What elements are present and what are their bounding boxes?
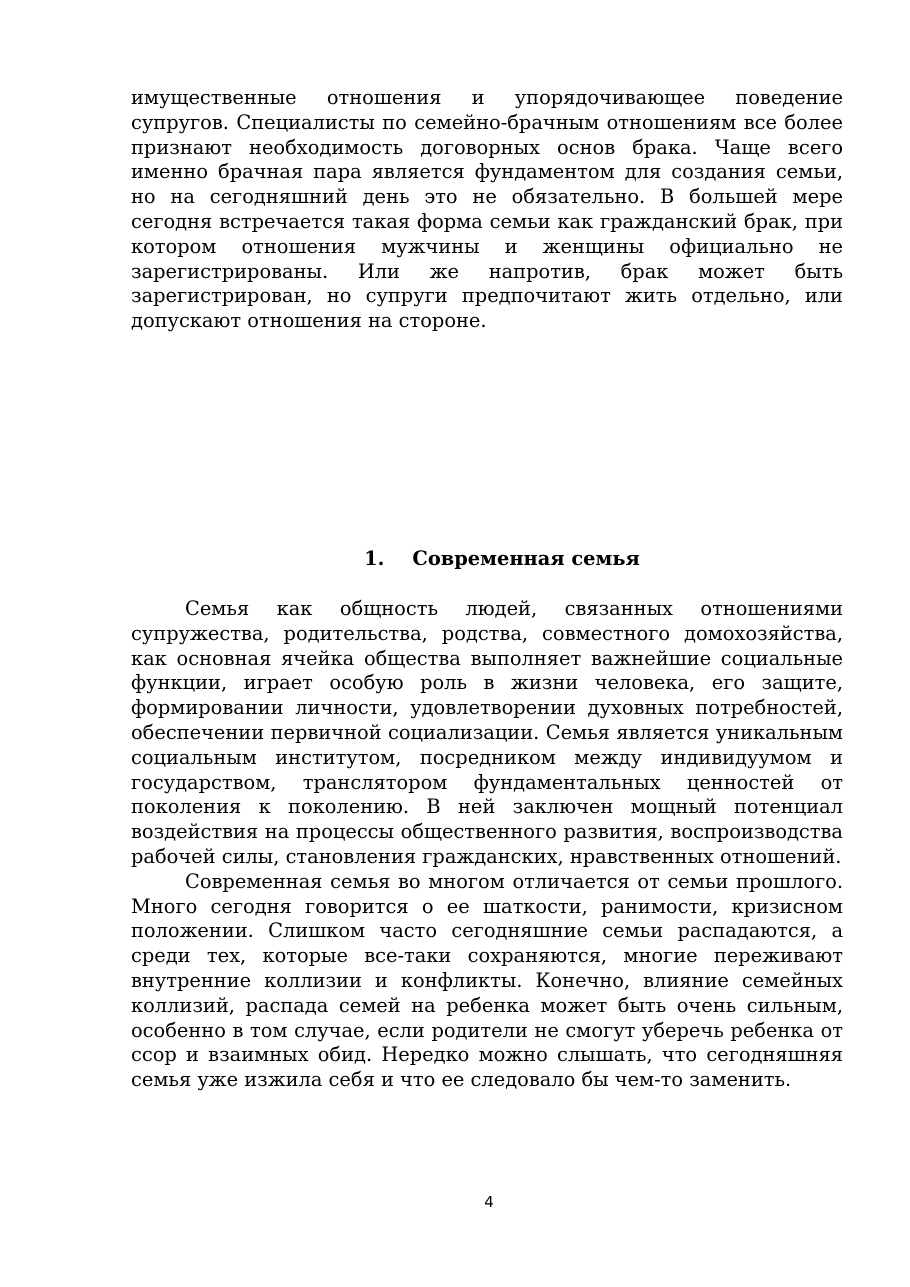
section-heading xyxy=(131,546,873,572)
section-title: Современная семья xyxy=(412,547,640,570)
intro-text-block xyxy=(131,86,843,334)
section-paragraph-1: Семья как общность людей, связанных отношениями супружества, родительства, родства, совместного домохозяйства, как основная ячейка общества выполняет важнейшие социальные функции, играет особую роль в жизни человека, его защите, формировании личности, удовлетворении духовных потребностей, обеспечении первичной социализации. Семья является уникальным социальным институтом, посредником между индивидуумом и государством, транслятором фундаментальных ценностей от поколения к поколению. В ней заключен мощный потенциал воздействия на процессы общественного развития, воспроизводства рабочей силы, становления гражданских, нравственных отношений. xyxy=(131,597,843,868)
section-number: 1. xyxy=(364,547,385,570)
section-paragraph-2: Современная семья во многом отличается от семьи прошлого. Много сегодня говорится о ее шаткости, ранимости, кризисном положении. Слишком часто сегодняшние семьи распадаются, а среди тех, которые все-таки сохраняются, многие переживают внутренние коллизии и конфликты. Конечно, влияние семейных коллизий, распада семей на ребенка может быть очень сильным, особенно в том случае, если родители не смогут уберечь ребенка от ссор и взаимных обид. Нередко можно слышать, что сегодняшняя семья уже изжила себя и что ее следовало бы чем-то заменить. xyxy=(131,869,843,1092)
section-body xyxy=(131,597,843,1093)
page-number: 4 xyxy=(484,1193,494,1211)
intro-paragraph: имущественные отношения и упорядочивающее поведение супругов. Специалисты по семейно-брачным отношениям все более признают необходимость договорных основ брака. Чаще всего именно брачная пара является фундаментом для создания семьи, но на сегодняшний день это не обязательно. В большей мере сегодня встречается такая форма семьи как гражданский брак, при котором отношения мужчины и женщины официально не зарегистрированы. Или же напротив, брак может быть зарегистрирован, но супруги предпочитают жить отдельно, или допускают отношения на стороне. xyxy=(131,86,843,333)
